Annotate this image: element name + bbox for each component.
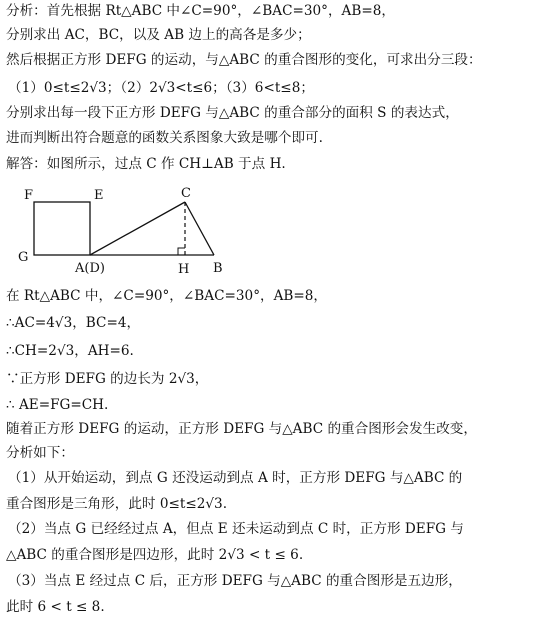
label-c: C [181,186,191,201]
geometry-figure [14,182,234,284]
text-line-11: ∵正方形 DEFG 的边长为 2√3， [6,371,209,387]
square-defg [34,202,90,255]
text-line-10: ∴CH=2√3，AH=6. [6,343,134,359]
segment-ac [90,202,185,255]
text-line-19: （3）当点 E 经过点 C 后，正方形 DEFG 与△ABC 的重合图形是五边形， [8,573,462,589]
text-line-12: ∴ AE=FG=CH. [6,397,109,413]
label-h: H [178,262,190,277]
text-line-7: 解答：如图所示，过点 C 作 CH⊥AB 于点 H. [6,156,286,172]
text-line-4: （1）0≤t≤2√3；（2）2√3<t≤6；（3）6<t≤8； [8,80,314,96]
text-line-3: 然后根据正方形 DEFG 的运动，与△ABC 的重合图形的变化，可求出分三段： [6,52,482,68]
text-line-17: （2）当点 G 已经经过点 A，但点 E 还未运动到点 C 时，正方形 DEFG 与 [8,521,464,537]
text-line-15: （1）从开始运动，到点 G 还没运动到点 A 时，正方形 DEFG 与△ABC 的 [8,470,463,486]
text-line-1: 分析：首先根据 Rt△ABC 中∠C=90°，∠BAC=30°，AB=8， [6,3,395,19]
text-line-8: 在 Rt△ABC 中，∠C=90°，∠BAC=30°，AB=8， [6,288,328,304]
text-line-6: 进而判断出符合题意的函数关系图象大致是哪个即可. [6,130,323,146]
text-line-20: 此时 6 < t ≤ 8. [6,599,105,615]
label-g: G [18,250,29,265]
text-line-13: 随着正方形 DEFG 的运动，正方形 DEFG 与△ABC 的重合图形会发生改变， [6,421,477,437]
label-b: B [213,261,223,276]
text-line-18: △ABC 的重合图形是四边形，此时 2√3 < t ≤ 6. [6,547,304,563]
label-e: E [94,188,104,203]
label-ad: A(D) [75,261,105,276]
right-angle-mark [178,248,185,255]
text-line-14: 分析如下： [6,445,74,461]
label-f: F [24,188,34,203]
text-line-2: 分别求出 AC，BC，以及 AB 边上的高各是多少； [6,27,311,43]
segment-cb [185,202,214,255]
text-line-9: ∴AC=4√3，BC=4， [6,315,141,331]
text-line-5: 分别求出每一段下正方形 DEFG 与△ABC 的重合部分的面积 S 的表达式， [6,105,459,121]
text-line-16: 重合图形是三角形，此时 0≤t≤2√3. [6,496,228,512]
